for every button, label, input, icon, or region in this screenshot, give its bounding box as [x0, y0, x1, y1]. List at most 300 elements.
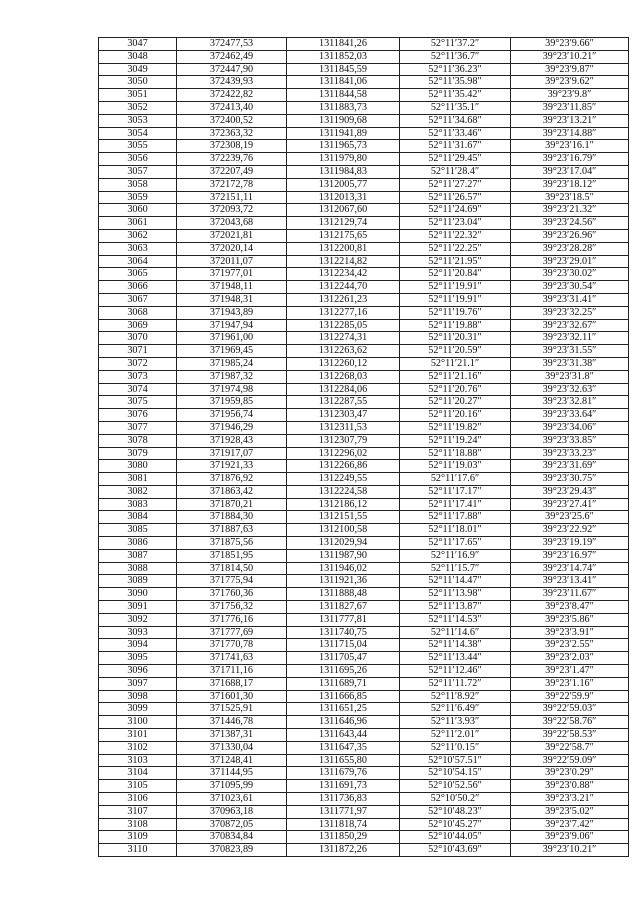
- x-coordinate-cell: 371770,78: [177, 639, 287, 652]
- y-coordinate-cell: 1311646,96: [287, 716, 400, 729]
- y-coordinate-cell: 1312224,58: [287, 485, 400, 498]
- x-coordinate-cell: 372043,68: [177, 217, 287, 230]
- point-number-cell: 3078: [99, 434, 177, 447]
- longitude-cell: 39°23′19.19″: [511, 537, 629, 550]
- table-row: [99, 217, 629, 230]
- y-coordinate-cell: 1312214,82: [287, 255, 400, 268]
- longitude-cell: 39°23′33.23″: [511, 447, 629, 460]
- latitude-cell: 52°11′20.27″: [400, 396, 511, 409]
- latitude-cell: 52°11′31.67″: [400, 140, 511, 153]
- x-coordinate-cell: 371525,91: [177, 703, 287, 716]
- table-row: [99, 153, 629, 166]
- longitude-cell: 39°23′13.41″: [511, 575, 629, 588]
- longitude-cell: 39°23′9.66″: [511, 38, 629, 51]
- latitude-cell: 52°11′11.72″: [400, 677, 511, 690]
- x-coordinate-cell: 372447,90: [177, 63, 287, 76]
- point-number-cell: 3108: [99, 818, 177, 831]
- x-coordinate-cell: 372020,14: [177, 242, 287, 255]
- y-coordinate-cell: 1312249,55: [287, 473, 400, 486]
- table-row: [99, 690, 629, 703]
- x-coordinate-cell: 372413,40: [177, 101, 287, 114]
- y-coordinate-cell: 1311841,06: [287, 76, 400, 89]
- y-coordinate-cell: 1311666,85: [287, 690, 400, 703]
- longitude-cell: 39°23′10.21″: [511, 844, 629, 857]
- y-coordinate-cell: 1311872,26: [287, 844, 400, 857]
- point-number-cell: 3056: [99, 153, 177, 166]
- y-coordinate-cell: 1312261,23: [287, 293, 400, 306]
- table-row: [99, 818, 629, 831]
- y-coordinate-cell: 1312263,62: [287, 345, 400, 358]
- x-coordinate-cell: 371688,17: [177, 677, 287, 690]
- latitude-cell: 52°10′50.2″: [400, 793, 511, 806]
- y-coordinate-cell: 1311850,29: [287, 831, 400, 844]
- latitude-cell: 52°11′17.17″: [400, 485, 511, 498]
- point-number-cell: 3103: [99, 754, 177, 767]
- longitude-cell: 39°23′32.63″: [511, 383, 629, 396]
- x-coordinate-cell: 371760,36: [177, 588, 287, 601]
- table-row: [99, 716, 629, 729]
- point-number-cell: 3101: [99, 729, 177, 742]
- table-row: [99, 665, 629, 678]
- x-coordinate-cell: 371977,01: [177, 268, 287, 281]
- longitude-cell: 39°23′14.88″: [511, 127, 629, 140]
- point-number-cell: 3075: [99, 396, 177, 409]
- latitude-cell: 52°10′45.27″: [400, 818, 511, 831]
- y-coordinate-cell: 1311888,48: [287, 588, 400, 601]
- longitude-cell: 39°23′32.25″: [511, 306, 629, 319]
- point-number-cell: 3079: [99, 447, 177, 460]
- point-number-cell: 3074: [99, 383, 177, 396]
- y-coordinate-cell: 1311941,89: [287, 127, 400, 140]
- longitude-cell: 39°23′33.85″: [511, 434, 629, 447]
- latitude-cell: 52°11′22.32″: [400, 229, 511, 242]
- y-coordinate-cell: 1312151,55: [287, 511, 400, 524]
- longitude-cell: 39°23′26.96″: [511, 229, 629, 242]
- y-coordinate-cell: 1312274,31: [287, 332, 400, 345]
- y-coordinate-cell: 1312200,81: [287, 242, 400, 255]
- y-coordinate-cell: 1312268,03: [287, 370, 400, 383]
- latitude-cell: 52°11′17.65″: [400, 537, 511, 550]
- y-coordinate-cell: 1312287,55: [287, 396, 400, 409]
- y-coordinate-cell: 1312284,06: [287, 383, 400, 396]
- point-number-cell: 3052: [99, 101, 177, 114]
- y-coordinate-cell: 1311979,80: [287, 153, 400, 166]
- point-number-cell: 3080: [99, 460, 177, 473]
- y-coordinate-cell: 1311705,47: [287, 652, 400, 665]
- latitude-cell: 52°11′22.25″: [400, 242, 511, 255]
- y-coordinate-cell: 1312029,94: [287, 537, 400, 550]
- longitude-cell: 39°23′0.29″: [511, 767, 629, 780]
- latitude-cell: 52°11′17.88″: [400, 511, 511, 524]
- point-number-cell: 3081: [99, 473, 177, 486]
- longitude-cell: 39°23′5.86″: [511, 613, 629, 626]
- y-coordinate-cell: 1311852,03: [287, 50, 400, 63]
- y-coordinate-cell: 1311777,81: [287, 613, 400, 626]
- latitude-cell: 52°11′37.2″: [400, 38, 511, 51]
- x-coordinate-cell: 371144,95: [177, 767, 287, 780]
- latitude-cell: 52°11′19.88″: [400, 319, 511, 332]
- y-coordinate-cell: 1312067,60: [287, 204, 400, 217]
- x-coordinate-cell: 371917,07: [177, 447, 287, 460]
- latitude-cell: 52°11′21.1″: [400, 357, 511, 370]
- y-coordinate-cell: 1311715,04: [287, 639, 400, 652]
- longitude-cell: 39°23′30.02″: [511, 268, 629, 281]
- longitude-cell: 39°23′1.47″: [511, 665, 629, 678]
- point-number-cell: 3065: [99, 268, 177, 281]
- table-row: [99, 754, 629, 767]
- x-coordinate-cell: 372400,52: [177, 114, 287, 127]
- table-row: [99, 729, 629, 742]
- table-row: [99, 626, 629, 639]
- table-row: [99, 844, 629, 857]
- x-coordinate-cell: 371946,29: [177, 421, 287, 434]
- table-row: [99, 38, 629, 51]
- y-coordinate-cell: 1311845,59: [287, 63, 400, 76]
- y-coordinate-cell: 1312005,77: [287, 178, 400, 191]
- y-coordinate-cell: 1312307,79: [287, 434, 400, 447]
- longitude-cell: 39°23′9.87″: [511, 63, 629, 76]
- latitude-cell: 52°10′52.56″: [400, 780, 511, 793]
- y-coordinate-cell: 1311844,58: [287, 89, 400, 102]
- point-number-cell: 3110: [99, 844, 177, 857]
- table-row: [99, 537, 629, 550]
- table-row: [99, 268, 629, 281]
- y-coordinate-cell: 1312266,86: [287, 460, 400, 473]
- table-row: [99, 575, 629, 588]
- point-number-cell: 3093: [99, 626, 177, 639]
- y-coordinate-cell: 1311827,67: [287, 601, 400, 614]
- y-coordinate-cell: 1311651,25: [287, 703, 400, 716]
- point-number-cell: 3062: [99, 229, 177, 242]
- table-row: [99, 319, 629, 332]
- table-row: [99, 332, 629, 345]
- latitude-cell: 52°11′13.98″: [400, 588, 511, 601]
- point-number-cell: 3076: [99, 409, 177, 422]
- x-coordinate-cell: 371023,61: [177, 793, 287, 806]
- point-number-cell: 3053: [99, 114, 177, 127]
- longitude-cell: 39°23′7.42″: [511, 818, 629, 831]
- table-row: [99, 127, 629, 140]
- table-row: [99, 306, 629, 319]
- table-row: [99, 524, 629, 537]
- y-coordinate-cell: 1311946,02: [287, 562, 400, 575]
- point-number-cell: 3090: [99, 588, 177, 601]
- y-coordinate-cell: 1311691,73: [287, 780, 400, 793]
- longitude-cell: 39°23′21.32″: [511, 204, 629, 217]
- table-row: [99, 741, 629, 754]
- longitude-cell: 39°23′34.06″: [511, 421, 629, 434]
- table-row: [99, 165, 629, 178]
- point-number-cell: 3067: [99, 293, 177, 306]
- x-coordinate-cell: 370963,18: [177, 805, 287, 818]
- longitude-cell: 39°23′22.92″: [511, 524, 629, 537]
- latitude-cell: 52°11′35.42″: [400, 89, 511, 102]
- longitude-cell: 39°23′31.55″: [511, 345, 629, 358]
- point-number-cell: 3106: [99, 793, 177, 806]
- point-number-cell: 3100: [99, 716, 177, 729]
- latitude-cell: 52°11′28.4″: [400, 165, 511, 178]
- table-row: [99, 76, 629, 89]
- point-number-cell: 3064: [99, 255, 177, 268]
- longitude-cell: 39°23′18.12″: [511, 178, 629, 191]
- x-coordinate-cell: 371943,89: [177, 306, 287, 319]
- point-number-cell: 3061: [99, 217, 177, 230]
- latitude-cell: 52°11′14.6″: [400, 626, 511, 639]
- y-coordinate-cell: 1312129,74: [287, 217, 400, 230]
- table-row: [99, 652, 629, 665]
- table-row: [99, 191, 629, 204]
- table-row: [99, 793, 629, 806]
- longitude-cell: 39°23′0.88″: [511, 780, 629, 793]
- x-coordinate-cell: 371095,99: [177, 780, 287, 793]
- x-coordinate-cell: 371921,33: [177, 460, 287, 473]
- y-coordinate-cell: 1311841,26: [287, 38, 400, 51]
- longitude-cell: 39°23′9.06″: [511, 831, 629, 844]
- table-row: [99, 89, 629, 102]
- longitude-cell: 39°23′31.41″: [511, 293, 629, 306]
- point-number-cell: 3094: [99, 639, 177, 652]
- point-number-cell: 3109: [99, 831, 177, 844]
- table-row: [99, 562, 629, 575]
- y-coordinate-cell: 1311689,71: [287, 677, 400, 690]
- longitude-cell: 39°22′59.9″: [511, 690, 629, 703]
- x-coordinate-cell: 372093,72: [177, 204, 287, 217]
- point-number-cell: 3059: [99, 191, 177, 204]
- point-number-cell: 3063: [99, 242, 177, 255]
- latitude-cell: 52°11′20.76″: [400, 383, 511, 396]
- y-coordinate-cell: 1311679,76: [287, 767, 400, 780]
- longitude-cell: 39°23′25.6″: [511, 511, 629, 524]
- y-coordinate-cell: 1311984,83: [287, 165, 400, 178]
- latitude-cell: 52°11′14.47″: [400, 575, 511, 588]
- longitude-cell: 39°23′3.21″: [511, 793, 629, 806]
- point-number-cell: 3085: [99, 524, 177, 537]
- point-number-cell: 3084: [99, 511, 177, 524]
- point-number-cell: 3091: [99, 601, 177, 614]
- x-coordinate-cell: 371814,50: [177, 562, 287, 575]
- table-row: [99, 473, 629, 486]
- point-number-cell: 3087: [99, 549, 177, 562]
- latitude-cell: 52°11′19.82″: [400, 421, 511, 434]
- table-row: [99, 498, 629, 511]
- table-row: [99, 140, 629, 153]
- x-coordinate-cell: 371870,21: [177, 498, 287, 511]
- y-coordinate-cell: 1312013,31: [287, 191, 400, 204]
- latitude-cell: 52°10′48.23″: [400, 805, 511, 818]
- x-coordinate-cell: 371928,43: [177, 434, 287, 447]
- x-coordinate-cell: 371777,69: [177, 626, 287, 639]
- x-coordinate-cell: 372239,76: [177, 153, 287, 166]
- longitude-cell: 39°23′31.8″: [511, 370, 629, 383]
- point-number-cell: 3104: [99, 767, 177, 780]
- y-coordinate-cell: 1312296,02: [287, 447, 400, 460]
- longitude-cell: 39°23′32.67″: [511, 319, 629, 332]
- table-row: [99, 447, 629, 460]
- point-number-cell: 3105: [99, 780, 177, 793]
- x-coordinate-cell: 371863,42: [177, 485, 287, 498]
- x-coordinate-cell: 372021,81: [177, 229, 287, 242]
- point-number-cell: 3102: [99, 741, 177, 754]
- x-coordinate-cell: 371985,24: [177, 357, 287, 370]
- y-coordinate-cell: 1311643,44: [287, 729, 400, 742]
- y-coordinate-cell: 1311909,68: [287, 114, 400, 127]
- longitude-cell: 39°23′9.62″: [511, 76, 629, 89]
- y-coordinate-cell: 1311921,36: [287, 575, 400, 588]
- table-row: [99, 767, 629, 780]
- longitude-cell: 39°23′11.85″: [511, 101, 629, 114]
- x-coordinate-cell: 372477,53: [177, 38, 287, 51]
- table-row: [99, 178, 629, 191]
- latitude-cell: 52°11′14.38″: [400, 639, 511, 652]
- longitude-cell: 39°23′32.11″: [511, 332, 629, 345]
- table-row: [99, 831, 629, 844]
- latitude-cell: 52°11′23.04″: [400, 217, 511, 230]
- table-row: [99, 639, 629, 652]
- y-coordinate-cell: 1311818,74: [287, 818, 400, 831]
- x-coordinate-cell: 372011,07: [177, 255, 287, 268]
- longitude-cell: 39°23′8.47″: [511, 601, 629, 614]
- longitude-cell: 39°23′32.81″: [511, 396, 629, 409]
- longitude-cell: 39°23′14.74″: [511, 562, 629, 575]
- point-number-cell: 3099: [99, 703, 177, 716]
- y-coordinate-cell: 1312175,65: [287, 229, 400, 242]
- x-coordinate-cell: 371961,00: [177, 332, 287, 345]
- longitude-cell: 39°23′18.5″: [511, 191, 629, 204]
- point-number-cell: 3077: [99, 421, 177, 434]
- x-coordinate-cell: 372439,93: [177, 76, 287, 89]
- table-row: [99, 242, 629, 255]
- latitude-cell: 52°11′19.76″: [400, 306, 511, 319]
- latitude-cell: 52°11′20.31″: [400, 332, 511, 345]
- x-coordinate-cell: 371851,95: [177, 549, 287, 562]
- latitude-cell: 52°11′29.45″: [400, 153, 511, 166]
- table-row: [99, 434, 629, 447]
- latitude-cell: 52°11′13.44″: [400, 652, 511, 665]
- x-coordinate-cell: 371741,63: [177, 652, 287, 665]
- latitude-cell: 52°11′17.41″: [400, 498, 511, 511]
- y-coordinate-cell: 1312260,12: [287, 357, 400, 370]
- longitude-cell: 39°22′58.76″: [511, 716, 629, 729]
- latitude-cell: 52°11′20.59″: [400, 345, 511, 358]
- x-coordinate-cell: 371947,94: [177, 319, 287, 332]
- longitude-cell: 39°23′31.38″: [511, 357, 629, 370]
- table-row: [99, 409, 629, 422]
- y-coordinate-cell: 1311695,26: [287, 665, 400, 678]
- x-coordinate-cell: 371887,63: [177, 524, 287, 537]
- point-number-cell: 3060: [99, 204, 177, 217]
- coordinates-table-body: [99, 38, 629, 857]
- point-number-cell: 3068: [99, 306, 177, 319]
- latitude-cell: 52°11′19.91″: [400, 293, 511, 306]
- longitude-cell: 39°22′59.09″: [511, 754, 629, 767]
- point-number-cell: 3092: [99, 613, 177, 626]
- point-number-cell: 3066: [99, 281, 177, 294]
- table-row: [99, 281, 629, 294]
- latitude-cell: 52°11′36.23″: [400, 63, 511, 76]
- x-coordinate-cell: 371948,11: [177, 281, 287, 294]
- latitude-cell: 52°11′35.1″: [400, 101, 511, 114]
- point-number-cell: 3083: [99, 498, 177, 511]
- x-coordinate-cell: 371969,45: [177, 345, 287, 358]
- point-number-cell: 3047: [99, 38, 177, 51]
- x-coordinate-cell: 370834,84: [177, 831, 287, 844]
- x-coordinate-cell: 371601,30: [177, 690, 287, 703]
- longitude-cell: 39°23′10.21″: [511, 50, 629, 63]
- longitude-cell: 39°23′30.75″: [511, 473, 629, 486]
- x-coordinate-cell: 371711,16: [177, 665, 287, 678]
- x-coordinate-cell: 372151,11: [177, 191, 287, 204]
- longitude-cell: 39°23′16.1″: [511, 140, 629, 153]
- point-number-cell: 3097: [99, 677, 177, 690]
- point-number-cell: 3057: [99, 165, 177, 178]
- x-coordinate-cell: 372363,32: [177, 127, 287, 140]
- latitude-cell: 52°11′27.27″: [400, 178, 511, 191]
- longitude-cell: 39°23′5.02″: [511, 805, 629, 818]
- x-coordinate-cell: 371775,94: [177, 575, 287, 588]
- longitude-cell: 39°23′17.04″: [511, 165, 629, 178]
- longitude-cell: 39°23′16.79″: [511, 153, 629, 166]
- point-number-cell: 3086: [99, 537, 177, 550]
- table-row: [99, 63, 629, 76]
- point-number-cell: 3082: [99, 485, 177, 498]
- table-row: [99, 293, 629, 306]
- table-row: [99, 613, 629, 626]
- longitude-cell: 39°22′59.03″: [511, 703, 629, 716]
- longitude-cell: 39°23′29.01″: [511, 255, 629, 268]
- point-number-cell: 3049: [99, 63, 177, 76]
- latitude-cell: 52°11′20.84″: [400, 268, 511, 281]
- latitude-cell: 52°10′57.51″: [400, 754, 511, 767]
- x-coordinate-cell: 370823,89: [177, 844, 287, 857]
- point-number-cell: 3054: [99, 127, 177, 140]
- point-number-cell: 3107: [99, 805, 177, 818]
- latitude-cell: 52°11′18.88″: [400, 447, 511, 460]
- longitude-cell: 39°23′28.28″: [511, 242, 629, 255]
- point-number-cell: 3089: [99, 575, 177, 588]
- y-coordinate-cell: 1311771,97: [287, 805, 400, 818]
- table-row: [99, 357, 629, 370]
- latitude-cell: 52°11′20.16″: [400, 409, 511, 422]
- latitude-cell: 52°11′21.16″: [400, 370, 511, 383]
- point-number-cell: 3088: [99, 562, 177, 575]
- latitude-cell: 52°11′0.15″: [400, 741, 511, 754]
- y-coordinate-cell: 1312186,12: [287, 498, 400, 511]
- latitude-cell: 52°11′21.95″: [400, 255, 511, 268]
- y-coordinate-cell: 1312285,05: [287, 319, 400, 332]
- x-coordinate-cell: 371956,74: [177, 409, 287, 422]
- table-row: [99, 101, 629, 114]
- longitude-cell: 39°23′29.43″: [511, 485, 629, 498]
- longitude-cell: 39°23′3.91″: [511, 626, 629, 639]
- point-number-cell: 3073: [99, 370, 177, 383]
- y-coordinate-cell: 1312244,70: [287, 281, 400, 294]
- longitude-cell: 39°23′33.64″: [511, 409, 629, 422]
- longitude-cell: 39°22′58.53″: [511, 729, 629, 742]
- x-coordinate-cell: 371330,04: [177, 741, 287, 754]
- point-number-cell: 3048: [99, 50, 177, 63]
- point-number-cell: 3050: [99, 76, 177, 89]
- table-row: [99, 703, 629, 716]
- y-coordinate-cell: 1311965,73: [287, 140, 400, 153]
- x-coordinate-cell: 371387,31: [177, 729, 287, 742]
- coordinates-table: [98, 37, 629, 857]
- latitude-cell: 52°11′2.01″: [400, 729, 511, 742]
- table-row: [99, 50, 629, 63]
- latitude-cell: 52°11′24.69″: [400, 204, 511, 217]
- x-coordinate-cell: 372172,78: [177, 178, 287, 191]
- latitude-cell: 52°11′6.49″: [400, 703, 511, 716]
- table-row: [99, 805, 629, 818]
